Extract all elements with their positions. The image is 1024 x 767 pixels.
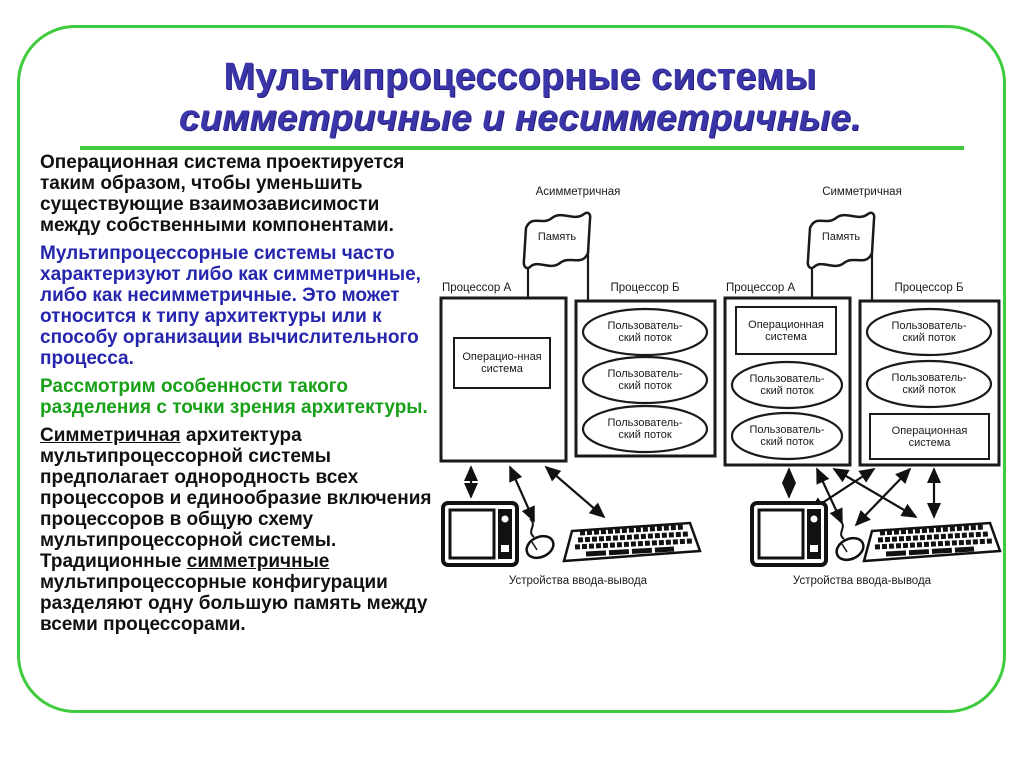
paragraph-symmetric-arch (40, 425, 442, 635)
asymmetric-diagram-title: Асимметричная (535, 186, 621, 198)
thread-text-1: Пользователь-ский поток (607, 320, 683, 344)
monitor-icon (443, 503, 517, 565)
monitor-icon (752, 503, 826, 565)
paragraph-consider: Рассмотрим особенности такого разделения с точки зрения архитектуры. (40, 376, 428, 418)
mouse-icon (523, 519, 557, 562)
thread-text-2: Пользователь-ский поток (607, 368, 683, 392)
thread-text-b2: Пользователь-ский поток (891, 372, 967, 396)
os-text-a: Операцио-нная система (462, 351, 542, 375)
paragraph-classification: Мультипроцессорные системы часто характеризуют либо как симметричные, либо как несимметричные. Это может относится к типу архитектуры или к способу организации вычислительного процесса. (40, 243, 421, 369)
io-devices-label: Устройства ввода-вывода (508, 575, 648, 587)
io-arrow-keyboard (546, 467, 604, 517)
body-text-column (40, 152, 442, 642)
title-line-2: симметричные и несимметричные. (178, 97, 862, 138)
keyboard-icon (864, 523, 1000, 561)
thread-text-a1: Пользователь-ский поток (749, 373, 825, 397)
thread-text-a2: Пользователь-ский поток (749, 424, 825, 448)
io-devices-label: Устройства ввода-вывода (792, 575, 932, 587)
io-arrow-b-mouse (856, 469, 910, 525)
keyboard-icon (564, 523, 700, 561)
processor-b-label: Процессор Б (894, 282, 964, 294)
title-line-1: Мультипроцессорные системы (223, 56, 817, 98)
underlined-word-symmetric-2: симметричные (186, 551, 330, 572)
memory-label: Память (821, 231, 861, 243)
os-text-b: Операционная система (891, 424, 968, 449)
paragraph-symmetric-text-2: мультипроцессорные конфигурации разделяют одну большую память между всеми процессорами. (40, 572, 428, 635)
processor-b-label: Процессор Б (610, 282, 680, 294)
symmetric-diagram (722, 183, 1002, 608)
underlined-word-symmetric-1: Симметричная (40, 425, 181, 446)
thread-text-3: Пользователь-ский поток (607, 417, 683, 441)
paragraph-os-design: Операционная система проектируется таким образом, чтобы уменьшить существующие взаимозависимости между собственными компонентами. (40, 152, 405, 236)
memory-label: Память (537, 231, 577, 243)
title-underline-rule (80, 146, 964, 150)
slide-title (20, 56, 1020, 138)
asymmetric-diagram (438, 183, 718, 608)
processor-a-label: Процессор А (442, 282, 512, 294)
paragraph-symmetric-text-1: архитектура мультипроцессорной системы предполагает однородность всех процессоров и единообразие включения процессоров в общую схему мультипроцессорной системы. Традиционные (40, 425, 432, 572)
symmetric-diagram-title: Симметричная (822, 186, 902, 198)
processor-a-label: Процессор А (726, 282, 796, 294)
os-text-a: Операционная система (748, 319, 824, 343)
thread-text-b1: Пользователь-ский поток (891, 320, 967, 344)
mouse-icon (833, 521, 867, 564)
